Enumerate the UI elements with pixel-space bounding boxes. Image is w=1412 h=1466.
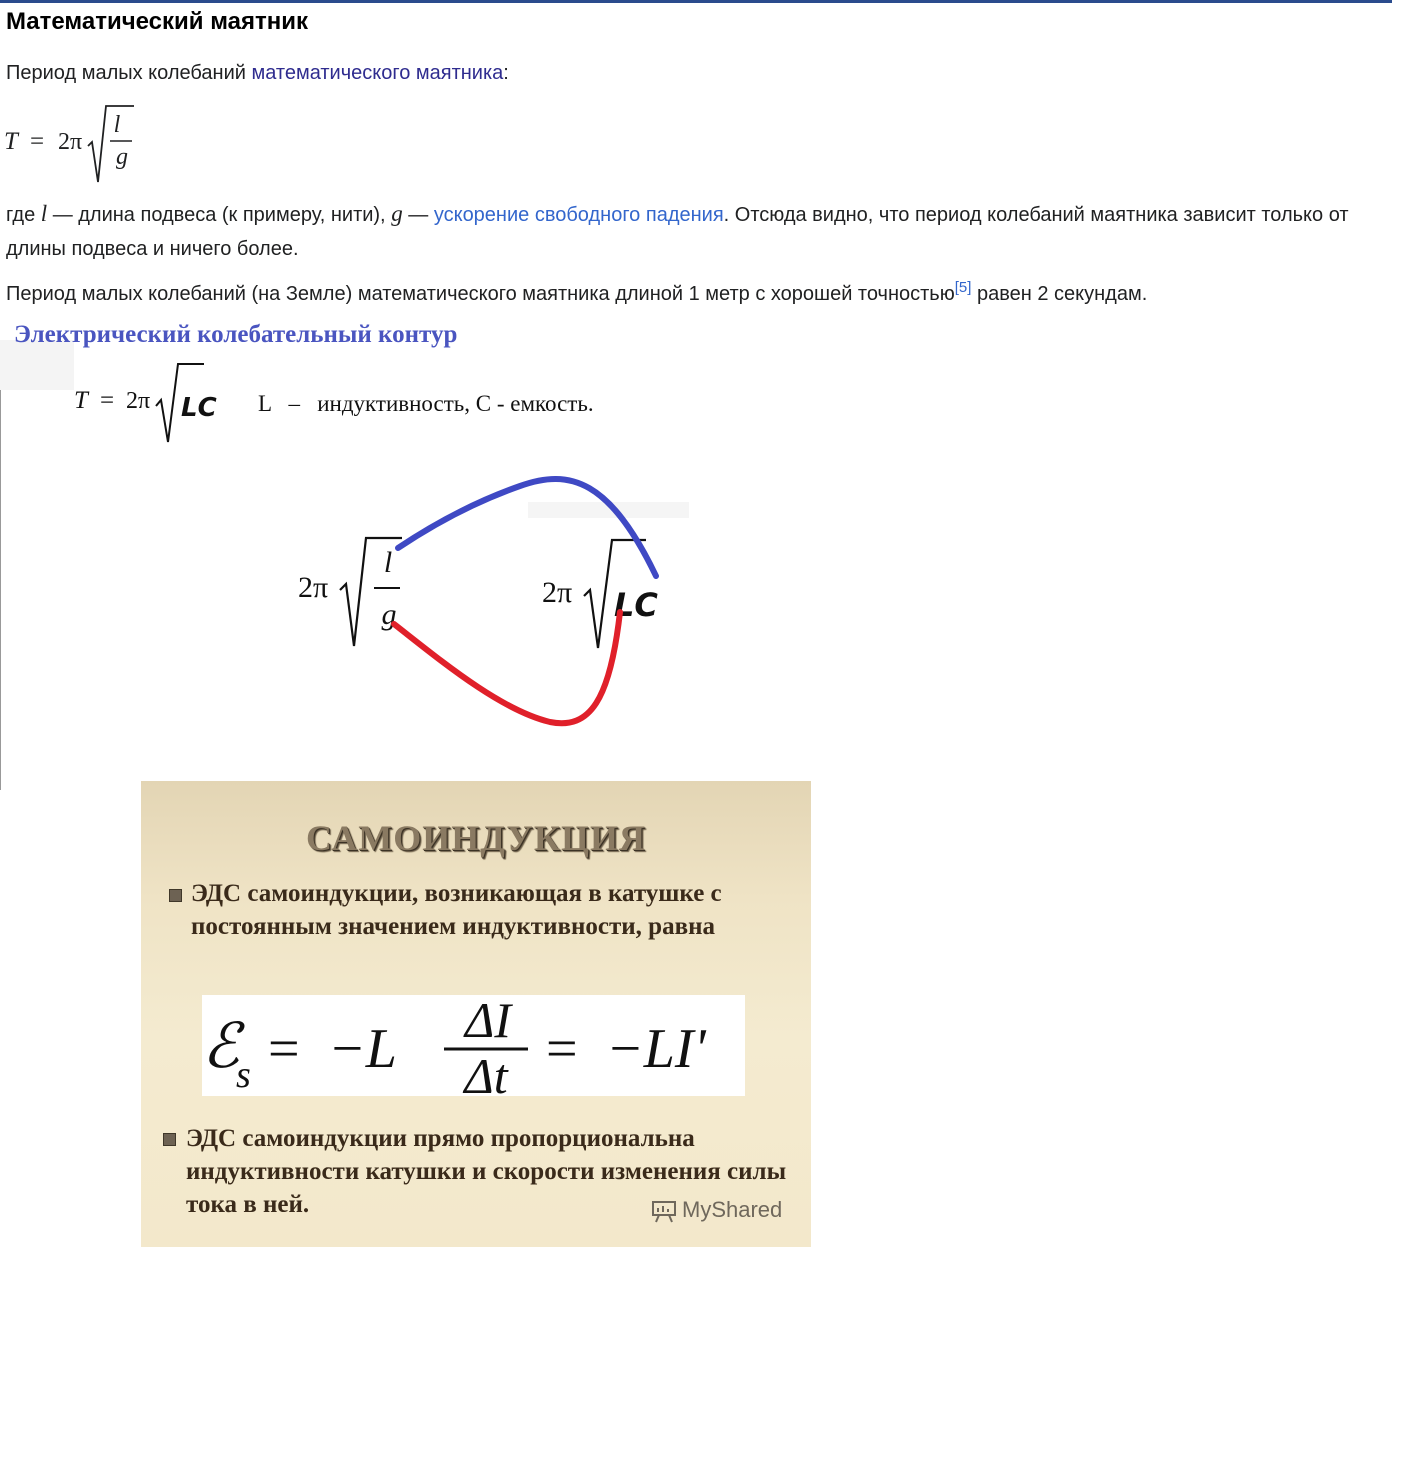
formula-denominator: g [116, 144, 128, 170]
formula-eq-1: = [268, 1018, 300, 1080]
formula-numerator: ΔI [465, 995, 511, 1048]
paragraph-period-intro [6, 56, 1386, 90]
diagram-left-coef: 2π [298, 571, 329, 604]
formula-eq-2: = [546, 1018, 578, 1080]
presentation-board-icon [651, 1199, 677, 1223]
text-segment: : [503, 62, 509, 84]
slide-bullet-1: ЭДС самоиндукции, возникающая в катушке с постоянным значением индуктивности, равна [191, 880, 722, 940]
lc-circuit-title: Электрический колебательный контур [14, 321, 458, 348]
diagram-left-denominator: g [381, 598, 397, 631]
var-g: g [391, 201, 403, 226]
emf-subscript: s [236, 1054, 251, 1096]
self-induction-formula [202, 995, 745, 1096]
formula-lhs: T [4, 128, 18, 155]
formula-denominator: Δt [464, 1048, 508, 1096]
section-heading: Математический маятник [6, 8, 309, 35]
formula-coef: 2π [58, 129, 83, 155]
formula-pendulum-period [2, 96, 142, 188]
connector-arc-bottom [394, 612, 620, 723]
link-math-pendulum[interactable]: математического маятника [251, 62, 504, 84]
diagram-left-numerator: l [383, 546, 393, 579]
reference-link[interactable]: [5] [954, 278, 972, 296]
text-segment: . Отсюда видно, что период колебаний маятника зависит только от длины подвеса и ничего более. [6, 204, 1349, 260]
paragraph-where [6, 197, 1391, 266]
slide-bullet-2: ЭДС самоиндукции прямо пропорциональна индуктивности катушки и скорости изменения силы тока в ней. [186, 1125, 787, 1218]
top-border [0, 0, 1392, 3]
formula-lhs: T [74, 387, 88, 414]
text-segment: Период малых колебаний [6, 62, 252, 84]
paragraph-one-meter [6, 277, 1391, 311]
left-border-line [0, 390, 1, 790]
bullet-marker [169, 889, 182, 902]
self-induction-slide [141, 781, 811, 1247]
connector-arc-top [398, 479, 656, 576]
text-segment: — длина подвеса (к примеру, нити), [47, 204, 392, 226]
diagram-right-radicand: LC [614, 586, 658, 624]
emf-symbol: ℰ [202, 1013, 240, 1081]
formula-eq: = [30, 128, 45, 155]
text-segment: — [402, 204, 434, 226]
var-l: l [40, 201, 48, 226]
formula-minus-l: −L [328, 1018, 397, 1080]
formula-numerator: l [113, 112, 121, 138]
formula-eq: = [100, 387, 115, 414]
slide-formula-box [202, 995, 745, 1096]
bullet-marker [163, 1133, 176, 1146]
formula-radicand: LC [181, 393, 217, 423]
analogy-diagram [270, 460, 710, 740]
slide-title: САМОИНДУКЦИЯ [306, 818, 646, 858]
diagram-right-coef: 2π [542, 576, 573, 609]
formula-coef: 2π [126, 388, 151, 414]
text-segment: где [6, 204, 41, 226]
formula-rhs: −LI' [606, 1018, 706, 1080]
text-segment: равен 2 секундам. [971, 283, 1148, 305]
lc-definition: L – индуктивность, С - емкость. [258, 391, 594, 416]
link-gravity-acceleration[interactable]: ускорение свободного падения [433, 204, 724, 226]
formula-lc-period [68, 358, 228, 448]
text-segment: Период малых колебаний (на Земле) математического маятника длиной 1 метр с хорошей точностью [6, 283, 955, 305]
watermark-myshared: MyShared [682, 1197, 783, 1222]
